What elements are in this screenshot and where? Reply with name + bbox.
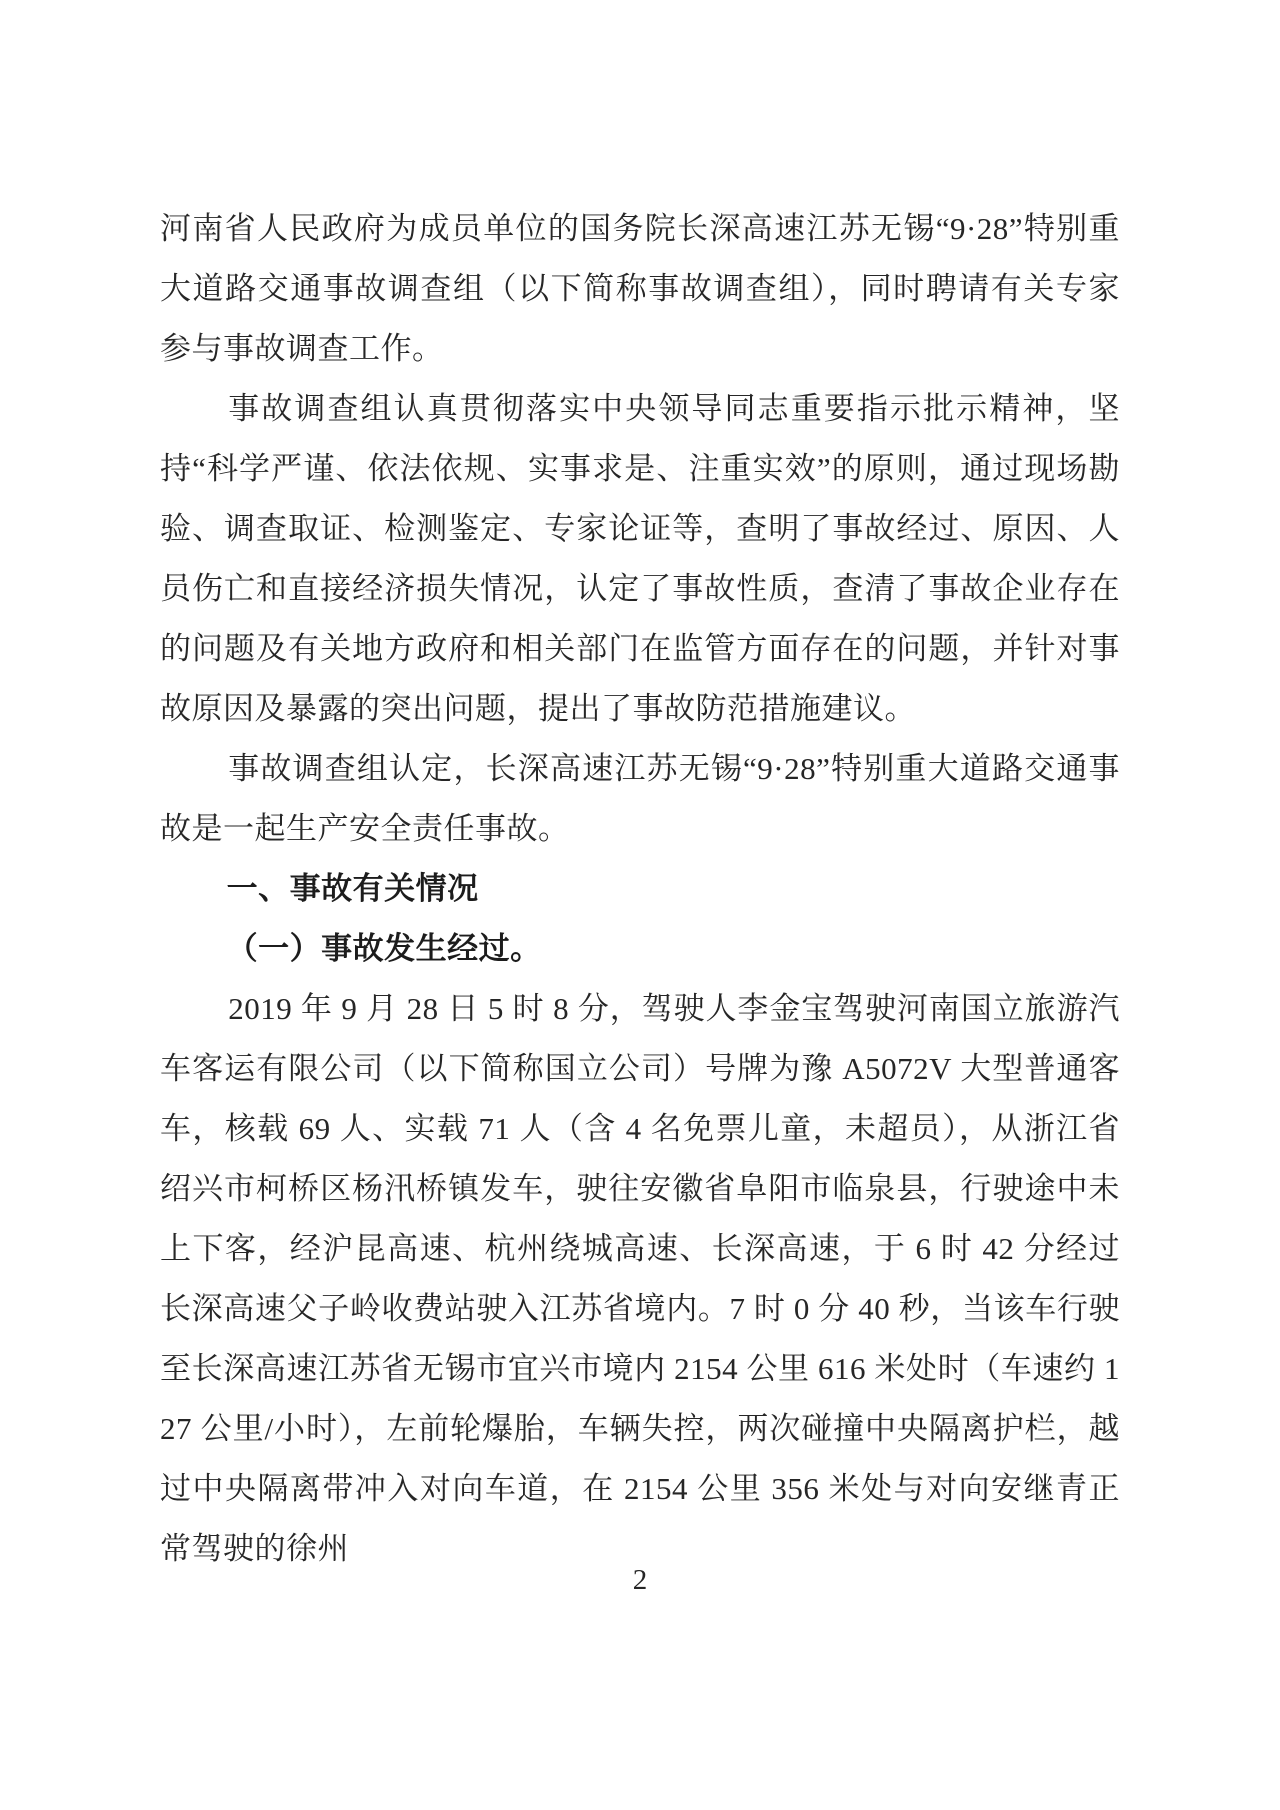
paragraph-accident-determination: 事故调查组认定，长深高速江苏无锡“9·28”特别重大道路交通事故是一起生产安全责任事故。 (160, 751, 1120, 846)
paragraph-investigation-process: 事故调查组认真贯彻落实中央领导同志重要指示批示精神，坚持“科学严谨、依法依规、实事求是、注重实效”的原则，通过现场勘验、调查取证、检测鉴定、专家论证等，查明了事故经过、原因、人员伤亡和直接经济损失情况，认定了事故性质，查清了事故企业存在的问题及有关地方政府和相关部门在监管方面存在的问题，并针对事故原因及暴露的突出问题，提出了事故防范措施建议。 (160, 391, 1120, 726)
section-heading-accident-overview: 一、事故有关情况 (226, 871, 479, 906)
paragraph-continuation: 河南省人民政府为成员单位的国务院长深高速江苏无锡“9·28”特别重大道路交通事故调查组（以下简称事故调查组），同时聘请有关专家参与事故调查工作。 (160, 211, 1120, 366)
paragraph-accident-narrative: 2019 年 9 月 28 日 5 时 8 分，驾驶人李金宝驾驶河南国立旅游汽车客运有限公司（以下简称国立公司）号牌为豫 A5072V 大型普通客车，核载 69 人、实载 71 人（含 4 名免票儿童，未超员），从浙江省绍兴市柯桥区杨汛桥镇发车，驶往安徽省阜阳市临泉县，行驶途中未上下客，经沪昆高速、杭州绕城高速、长深高速，于 6 时 42 分经过长深高速父子岭收费站驶入江苏省境内。7 时 0 分 40 秒，当该车行驶至长深高速江苏省无锡市宜兴市境内 2154 公里 616 米处时（车速约 127 公里/小时），左前轮爆胎，车辆失控，两次碰撞中央隔离护栏，越过中央隔离带冲入对向车道，在 2154 公里 356 米处与对向安继青正常驾驶的徐州 (160, 991, 1120, 1566)
document-body (160, 199, 1120, 1579)
page-number: 2 (632, 1564, 648, 1596)
subsection-heading-accident-course: （一）事故发生经过。 (226, 931, 542, 966)
